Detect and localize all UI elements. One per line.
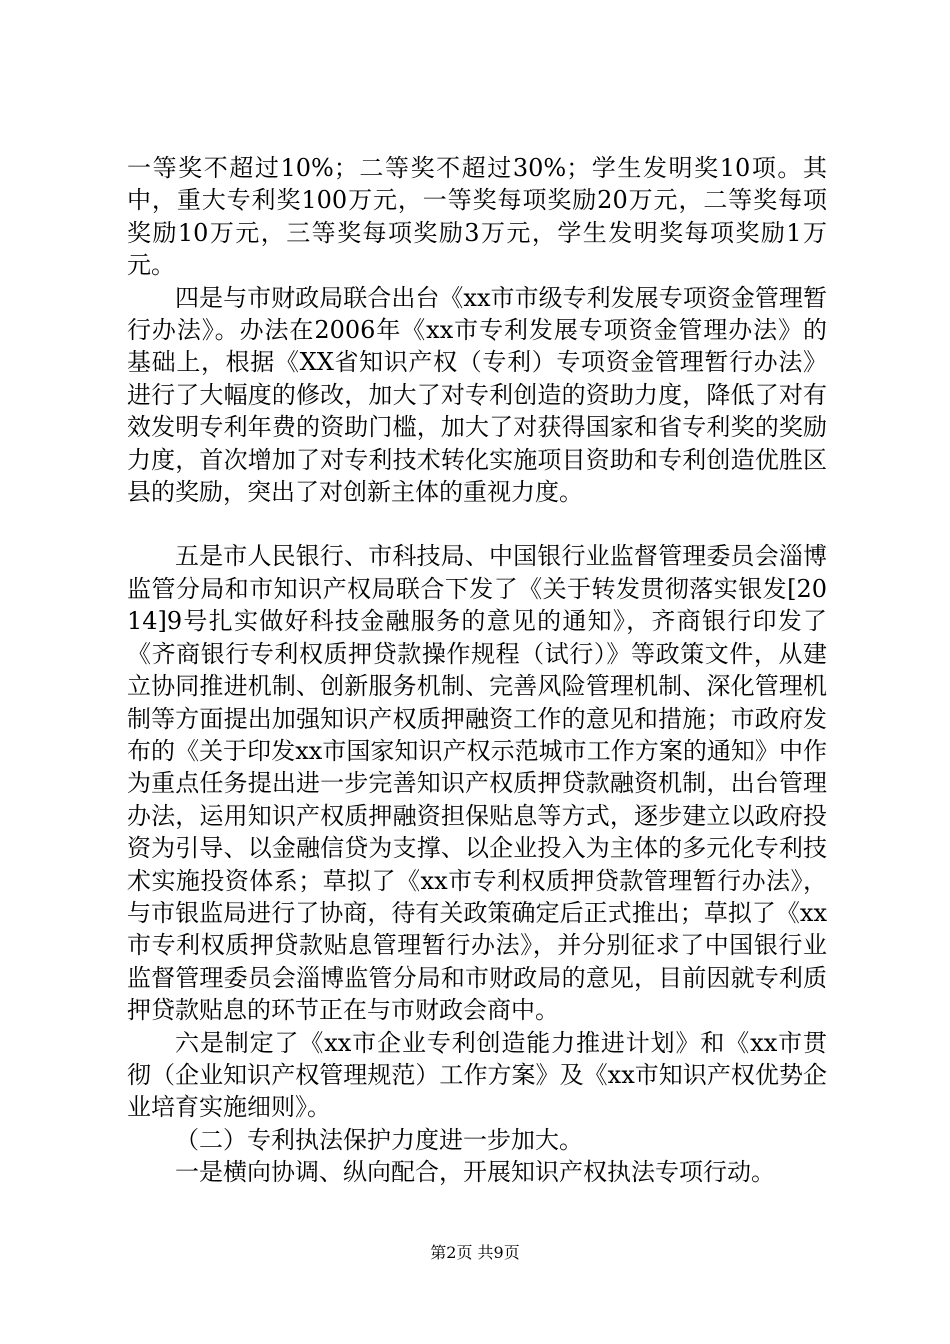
paragraph-enforcement-one: 一是横向协调、纵向配合，开展知识产权执法专项行动。 <box>175 1158 775 1187</box>
paragraph-award-limits: 一等奖不超过10%；二等奖不超过30%；学生发明奖10项。其中，重大专利奖100万元，一等奖每项奖励20万元，二等奖每项奖励10万元，三等奖每项奖励3万元，学生发明奖每项奖励1万元。 <box>127 154 827 280</box>
document-body <box>127 152 827 1189</box>
paragraph-item-six: 六是制定了《xx市企业专利创造能力推进计划》和《xx市贯彻（企业知识产权管理规范）工作方案》及《xx市知识产权优势企业培育实施细则》。 <box>127 1028 827 1122</box>
paragraph-item-four: 四是与市财政局联合出台《xx市市级专利发展专项资金管理暂行办法》。办法在2006年《xx市专利发展专项资金管理办法》的基础上，根据《XX省知识产权（专利）专项资金管理暂行办法》进行了大幅度的修改，加大了对专利创造的资助力度，降低了对有效发明专利年费的资助门槛，加大了对获得国家和省专利奖的奖励力度，首次增加了对专利技术转化实施项目资助和专利创造优胜区县的奖励，突出了对创新主体的重视力度。 <box>127 283 827 507</box>
page-number-footer: 第2页 共9页 <box>430 1243 520 1262</box>
section-heading-enforcement: （二）专利执法保护力度进一步加大。 <box>175 1125 583 1154</box>
paragraph-item-five: 五是市人民银行、市科技局、中国银行业监督管理委员会淄博监管分局和市知识产权局联合下发了《关于转发贯彻落实银发[2014]9号扎实做好科技金融服务的意见的通知》，齐商银行印发了《齐商银行专利权质押贷款操作规程（试行）》等政策文件，从建立协同推进机制、创新服务机制、完善风险管理机制、深化管理机制等方面提出加强知识产权质押融资工作的意见和措施；市政府发布的《关于印发xx市国家知识产权示范城市工作方案的通知》中作为重点任务提出进一步完善知识产权质押贷款融资机制，出台管理办法，运用知识产权质押融资担保贴息等方式，逐步建立以政府投资为引导、以金融信贷为支撑、以企业投入为主体的多元化专利技术实施投资体系；草拟了《xx市专利权质押贷款管理暂行办法》，与市银监局进行了协商，待有关政策确定后正式推出；草拟了《xx市专利权质押贷款贴息管理暂行办法》，并分别征求了中国银行业监督管理委员会淄博监管分局和市财政局的意见，目前因就专利质押贷款贴息的环节正在与市财政会商中。 <box>127 542 827 1025</box>
